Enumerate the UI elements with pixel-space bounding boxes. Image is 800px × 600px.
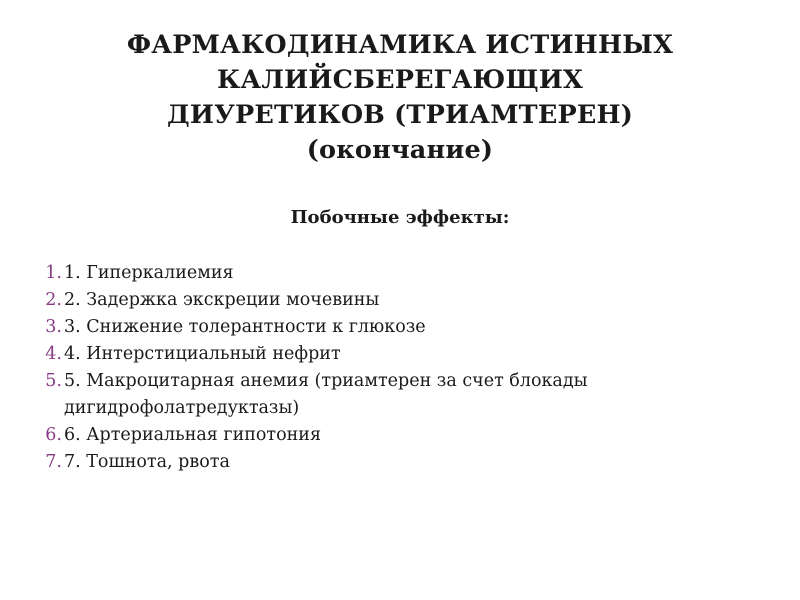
list-item	[40, 314, 760, 341]
list-item-text: 3. Снижение толерантности к глюкозе	[64, 317, 426, 337]
list-marker: 6.	[45, 425, 62, 445]
list-item	[40, 368, 760, 422]
list-marker: 1.	[45, 263, 62, 283]
section-heading: Побочные эффекты:	[290, 207, 510, 228]
list-item	[40, 449, 760, 476]
title-line: (окончание)	[306, 135, 494, 165]
list-item-text: 2. Задержка экскреции мочевины	[64, 290, 380, 310]
list-item	[40, 287, 760, 314]
list-item-text: 1. Гиперкалиемия	[64, 263, 234, 283]
list-marker: 5.	[45, 371, 62, 391]
list-item-text: 6. Артериальная гипотония	[64, 425, 322, 445]
slide-title	[60, 28, 740, 168]
list-item-text: 7. Тошнота, рвота	[64, 452, 230, 472]
title-line: ДИУРЕТИКОВ (ТРИАМТЕРЕН)	[166, 100, 634, 130]
list-item	[40, 422, 760, 449]
list-item-text: 5. Макроцитарная анемия (триамтерен за счет блокады	[64, 371, 588, 391]
list-item	[40, 260, 760, 287]
side-effects-list	[40, 260, 760, 476]
list-marker: 7.	[45, 452, 62, 472]
title-line: КАЛИЙСБЕРЕГАЮЩИХ	[216, 65, 584, 95]
title-line: ФАРМАКОДИНАМИКА ИСТИННЫХ	[126, 30, 674, 60]
list-item-text: 4. Интерстициальный нефрит	[64, 344, 341, 364]
list-marker: 3.	[45, 317, 62, 337]
list-marker: 2.	[45, 290, 62, 310]
list-marker: 4.	[45, 344, 62, 364]
list-item-continuation: дигидрофолатредуктазы)	[64, 398, 300, 418]
list-item	[40, 341, 760, 368]
